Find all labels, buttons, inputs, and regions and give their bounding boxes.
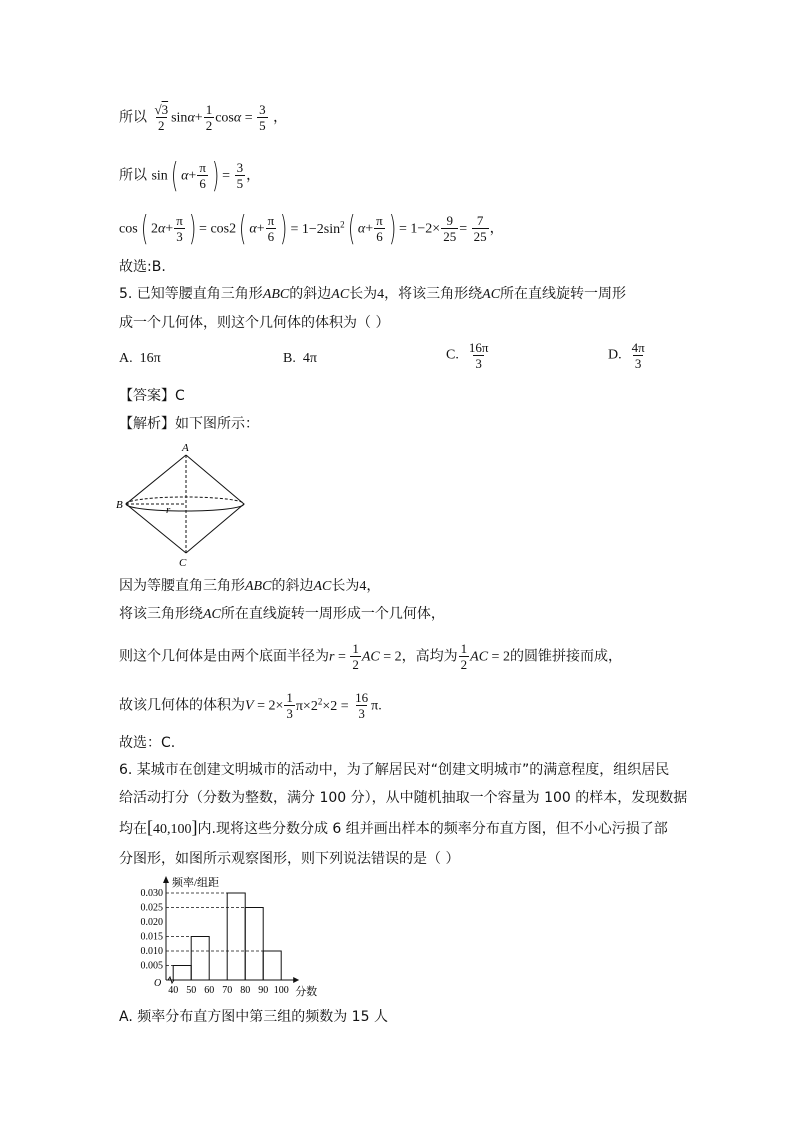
answer-label: 【答案】C <box>119 388 185 404</box>
question-6-line-3: 均在[40,100]内.现将这些分数分成 6 组并画出样本的频率分布直方图，但不小心污损了部 <box>119 817 668 837</box>
option-b: B. 4π <box>283 351 317 366</box>
x-tick-label: 100 <box>273 985 289 996</box>
y-tick-label: 0.010 <box>140 946 163 957</box>
double-cone-figure <box>116 441 250 571</box>
answer-line-c: 故选：C. <box>119 735 176 751</box>
radius-label: r <box>166 504 171 516</box>
explain-line-2: 将该三角形绕AC所在直线旋转一周形成一个几何体， <box>119 606 445 622</box>
x-tick-label: 40 <box>168 985 179 996</box>
vertex-c-label: C <box>179 557 187 569</box>
x-tick-label: 60 <box>204 985 215 996</box>
explain-line-4: 故该几何体的体积为V = 2× $\frac{1}{3}$ $\pi\times 2^2\times 2$ = $\frac{16}{3}$ π. <box>119 690 382 721</box>
analysis-label: 【解析】如下图所示： <box>119 416 259 432</box>
eq-line-2: 所以 sin( α+ $\frac{\pi}{6}$ ) = $\frac{3}{5}$ ， <box>119 155 261 196</box>
question-6-line-4: 分图形，如图所示观察图形，则下列说法错误的是（ ） <box>119 851 460 867</box>
eq-line-3: cos( 2α+ $\frac{\pi}{3}$ ) = cos2( α+ $\frac{\pi}{6}$ ) = $1-2\sin^2$( α+ $\frac{\pi}{6}$ ) = 1−2× $\frac{9}{25}$ = $\frac{7}{25}$ ， <box>119 208 504 249</box>
vertex-b-label: B <box>116 499 123 511</box>
x-tick-label: 70 <box>222 985 233 996</box>
histogram-bar <box>191 937 209 981</box>
vertex-a-label: A <box>182 442 189 454</box>
question-6-option-a: A. 频率分布直方图中第三组的频数为 15 人 <box>119 1009 388 1025</box>
answer-line-b: 故选:B. <box>119 259 166 275</box>
x-tick-label: 50 <box>186 985 197 996</box>
histogram-bar <box>263 951 281 980</box>
fraction: $\frac{√3}{2}$ <box>154 102 169 133</box>
x-tick-label: 90 <box>258 985 269 996</box>
histogram-bar <box>227 893 245 980</box>
question-5-line-1: 5. 已知等腰直角三角形ABC的斜边AC长为4，将该三角形绕AC所在直线旋转一周形 <box>119 286 627 302</box>
y-axis-label: 频率/组距 <box>172 877 220 889</box>
histogram-bar <box>245 908 263 981</box>
explain-line-3: 则这个几何体是由两个底面半径为r = $\frac{1}{2}$ AC = 2，高均为 $\frac{1}{2}$ AC = 2的圆锥拼接而成， <box>119 641 622 672</box>
question-6-line-1: 6. 某城市在创建文明城市的活动中，为了解居民对“创建文明城市”的满意程度，组织居民 <box>119 762 670 778</box>
y-tick-label: 0.030 <box>140 888 163 899</box>
explain-line-1: 因为等腰直角三角形ABC的斜边AC长为4， <box>119 578 381 594</box>
histogram-bar <box>173 966 191 981</box>
y-tick-label: 0.020 <box>140 917 163 928</box>
x-axis-arrow <box>293 977 299 983</box>
option-d: D. $\frac{4\pi}{3}$ <box>608 340 645 371</box>
frequency-histogram <box>116 873 326 1003</box>
option-a: A. 16π <box>119 351 161 366</box>
y-tick-label: 0.015 <box>140 931 163 943</box>
x-tick-label: 80 <box>240 985 251 996</box>
option-c: C. $\frac{16\pi}{3}$ <box>446 340 489 371</box>
origin-label: O <box>154 978 162 989</box>
y-tick-label: 0.025 <box>140 902 163 914</box>
y-axis-arrow <box>163 876 169 883</box>
y-tick-label: 0.005 <box>140 960 163 972</box>
x-axis-label: 分数 <box>295 986 318 998</box>
eq-line-1: 所以 $\frac{√3}{2}$ sinα+ $\frac{1}{2}$ cosα = $\frac{3}{5}$ ， <box>119 102 288 133</box>
question-6-line-2: 给活动打分（分数为整数，满分 100 分），从中随机抽取一个容量为 100 的样本，发现数据 <box>119 790 688 806</box>
question-5-line-2: 成一个几何体，则这个几何体的体积为（ ） <box>119 315 390 331</box>
